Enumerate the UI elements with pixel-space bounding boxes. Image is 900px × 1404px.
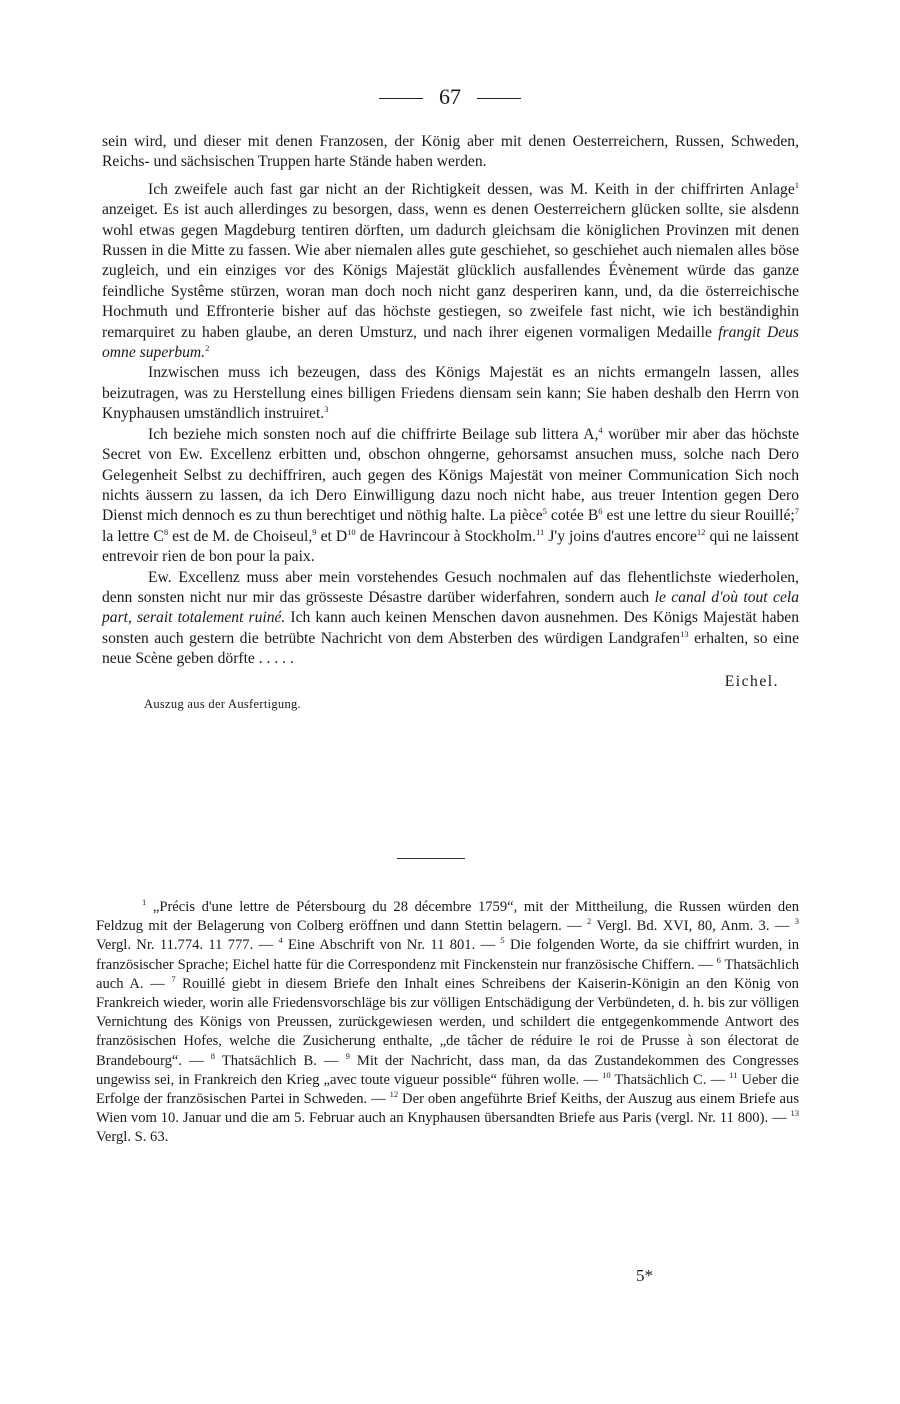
footnote-ref: 7 bbox=[794, 506, 799, 517]
footnote-divider bbox=[397, 858, 465, 859]
paragraph bbox=[102, 180, 799, 364]
footnote-number: 2 bbox=[587, 916, 592, 927]
footnote-ref: 5 bbox=[542, 506, 547, 517]
paragraph-text: qui ne laissent entrevoir rien de bon pour la paix. bbox=[102, 527, 800, 566]
header-rule-right bbox=[477, 98, 521, 99]
paragraph-text: la lettre C bbox=[102, 527, 164, 545]
source-note: Auszug aus der Ausfertigung. bbox=[144, 696, 301, 711]
footnote-ref: 1 bbox=[794, 179, 799, 190]
footnote-number: 11 bbox=[729, 1069, 738, 1080]
footnote-number: 8 bbox=[210, 1050, 216, 1061]
paragraph-text: de Havrincour à Stockholm. bbox=[355, 527, 537, 545]
paragraph bbox=[102, 132, 799, 173]
footnote-ref: 12 bbox=[696, 526, 706, 537]
latin-quote: frangit Deus omne superbum. bbox=[102, 323, 799, 362]
footnote-ref: 2 bbox=[205, 342, 210, 353]
footnote-ref: 3 bbox=[324, 404, 329, 415]
paragraph bbox=[102, 568, 799, 670]
footnote-ref: 9 bbox=[312, 526, 317, 537]
footnote-number: 6 bbox=[716, 954, 721, 965]
footnote-text: Der oben angeführte Brief Keiths, der Auszug aus einem Briefe aus Wien vom 10. Januar und die am 5. Februar auch an Knyphausen übersandten Briefe aus Paris (vergl. Nr. 11 800). — bbox=[96, 1091, 800, 1127]
paragraph-text: Ew. Excellenz muss aber mein vorstehendes Gesuch nochmalen auf das flehentlichste wiederholen, denn sonsten nicht nur mir das grösseste Désastre darüber widerfahren, sondern auch bbox=[102, 568, 799, 606]
footnote-number: 3 bbox=[794, 916, 800, 927]
paragraph-text: erhalten, so eine neue Scène geben dörfte . . . . . bbox=[102, 629, 799, 668]
footnote-number: 9 bbox=[345, 1050, 350, 1061]
footnote-number: 4 bbox=[278, 935, 283, 946]
footnote-block bbox=[96, 898, 799, 1148]
page-header bbox=[0, 84, 900, 110]
footnote-number: 10 bbox=[602, 1069, 611, 1080]
signature: Eichel. bbox=[724, 672, 779, 690]
paragraph-text: Ich zweifele auch fast gar nicht an der Richtigkeit dessen, was M. Keith in der chiffrirten Anlage bbox=[148, 180, 795, 198]
footnote-ref: 10 bbox=[347, 526, 356, 537]
footnote-text: Vergl. S. 63. bbox=[96, 1129, 169, 1146]
signature-row bbox=[102, 670, 799, 692]
paragraph-text: cotée B bbox=[546, 507, 599, 525]
paragraph-text: anzeiget. Es ist auch allerdinges zu besorgen, dass, wenn es denen Oesterreichern glücken sollte, sie alsdenn wohl etwas gegen Magdeburg tentiren dörften, um dadurch gleichsam die königlichen Provinzen mit denen Russen in die Mitte zu fassen. Wie aber niemalen alles gute geschiehet, so geschiehet auch niemalen alles böse zugleich, und ein einziges vor des Königs Majestät glücklich ausfallendes Évènement würde das ganze feindliche Systême stürzen, woran man doch noch nicht ganz desperiren kann, und, da die österreichische Hochmuth und Effronterie bisher auf das höchste gestiegen, so zweifele fast nicht, wie ich beständighin remarquiret zu haben glaube, an deren Umsturz, und nach ihrer eigenen vormaligen Medaille bbox=[102, 201, 799, 341]
paragraph-text: J'y joins d'autres encore bbox=[544, 527, 697, 545]
footnotes bbox=[96, 898, 799, 1148]
page-number: 67 bbox=[439, 84, 461, 109]
footnote-number: 13 bbox=[790, 1108, 799, 1119]
footnote-text: Eine Abschrift von Nr. 11 801. — bbox=[282, 937, 501, 954]
footnote-text: Thatsächlich C. — bbox=[610, 1071, 730, 1088]
paragraph bbox=[102, 363, 799, 424]
footnote-text: Rouillé giebt in diesem Briefe den Inhalt eines Schreibens der Kaiserin-Königin an den König von Frankreich wieder, worin alle Friedensvorschläge bis zur völligen Entschädigung der Verbündeten, d. h. bis zur völligen Vernichtung des Königs von Preussen, zurückgewiesen werden, und schildert die entgegenkommende Antwort des französischen Hofes, welche die Zusicherung enthalte, „de tâcher de réduire le roi de Prusse à son électorat de Brandebourg“. — bbox=[96, 975, 799, 1069]
footnote-ref: 11 bbox=[536, 526, 545, 537]
header-rule-left bbox=[379, 98, 423, 99]
french-quote: le canal d'où tout cela part, serait totalement ruiné. bbox=[102, 588, 799, 627]
footnote-ref: 4 bbox=[598, 424, 603, 435]
footnote-number: 5 bbox=[500, 935, 505, 946]
letter-body bbox=[102, 132, 799, 714]
paragraph-text: Inzwischen muss ich bezeugen, dass des Königs Majestät es an nichts ermangeln lassen, alles beizutragen, was zu Herstellung eines billigen Friedens diensam sein kann; Sie haben deshalb den Herrn von Knyphausen umständlich instruiret. bbox=[102, 364, 799, 423]
paragraph-text: Ich kann auch keinen Menschen davon ausnehmen. Des Königs Majestät haben sonsten auch gestern die betrübte Nachricht von dem Absterben des würdigen Landgrafen bbox=[102, 609, 799, 647]
footnote-text: Vergl. Nr. 11.774. 11 777. — bbox=[96, 937, 279, 954]
paragraph bbox=[102, 425, 799, 568]
footnote-text: „Précis d'une lettre de Pétersbourg du 28 décembre 1759“, mit der Mittheilung, die Russen würden den Feldzug mit der Belagerung von Colberg eröffnen und dann Stettin belagern. — bbox=[96, 899, 799, 935]
footnote-ref: 6 bbox=[598, 506, 603, 517]
footnote-text: Thatsächlich B. — bbox=[215, 1052, 346, 1069]
footnote-number: 7 bbox=[171, 973, 176, 984]
footnote-ref: 13 bbox=[680, 628, 689, 639]
footnote-ref: 8 bbox=[163, 526, 169, 537]
footnote-text: Thatsächlich auch A. — bbox=[96, 956, 799, 992]
footnote-text: Vergl. Bd. XVI, 80, Anm. 3. — bbox=[591, 918, 795, 935]
footnote-number: 1 bbox=[142, 897, 147, 908]
paragraph-text: sein wird, und dieser mit denen Franzosen, der König aber mit denen Oesterreichern, Russen, Schweden, Reichs- und sächsischen Truppen harte Stände haben werden. bbox=[102, 133, 799, 171]
signature-mark: 5* bbox=[636, 1266, 653, 1285]
footnote-text: Mit der Nachricht, dass man, da das Zustandekommen des Congresses ungewiss sei, in Frankreich den Krieg „avec toute vigueur possible“ führen wolle. — bbox=[96, 1052, 799, 1088]
paragraph-text: Ich beziehe mich sonsten noch auf die chiffrirte Beilage sub littera A, bbox=[148, 425, 599, 443]
paragraph-text: est une lettre du sieur Rouillé; bbox=[602, 507, 795, 525]
footnote-number: 12 bbox=[389, 1089, 399, 1100]
footnote-text: Ueber die Erfolge der französischen Partei in Schweden. — bbox=[96, 1071, 799, 1108]
paragraph-text: worüber mir aber das höchste Secret von Ew. Excellenz erbitten und, obschon ohngerne, gehorsamst ansuchen muss, solche nach Dero Gelegenheit Selbst zu dechiffriren, auch gegen des Königs Majestät von meiner Communication Sich noch nichts äussern zu lassen, da ich Dero Einwilligung dazu noch nicht habe, aus treuer Intention gegen Dero Dienst mich dennoch es zu thun berechtiget und nöthig halte. La pièce bbox=[102, 425, 800, 525]
footnote-text: Die folgenden Worte, da sie chiffrirt wurden, in französischer Sprache; Eichel hatte für die Correspondenz mit Finckenstein nur französische Chiffern. — bbox=[96, 937, 799, 973]
paragraph-text: est de M. de Choiseul, bbox=[168, 527, 313, 545]
paragraph-text: et D bbox=[316, 527, 348, 545]
